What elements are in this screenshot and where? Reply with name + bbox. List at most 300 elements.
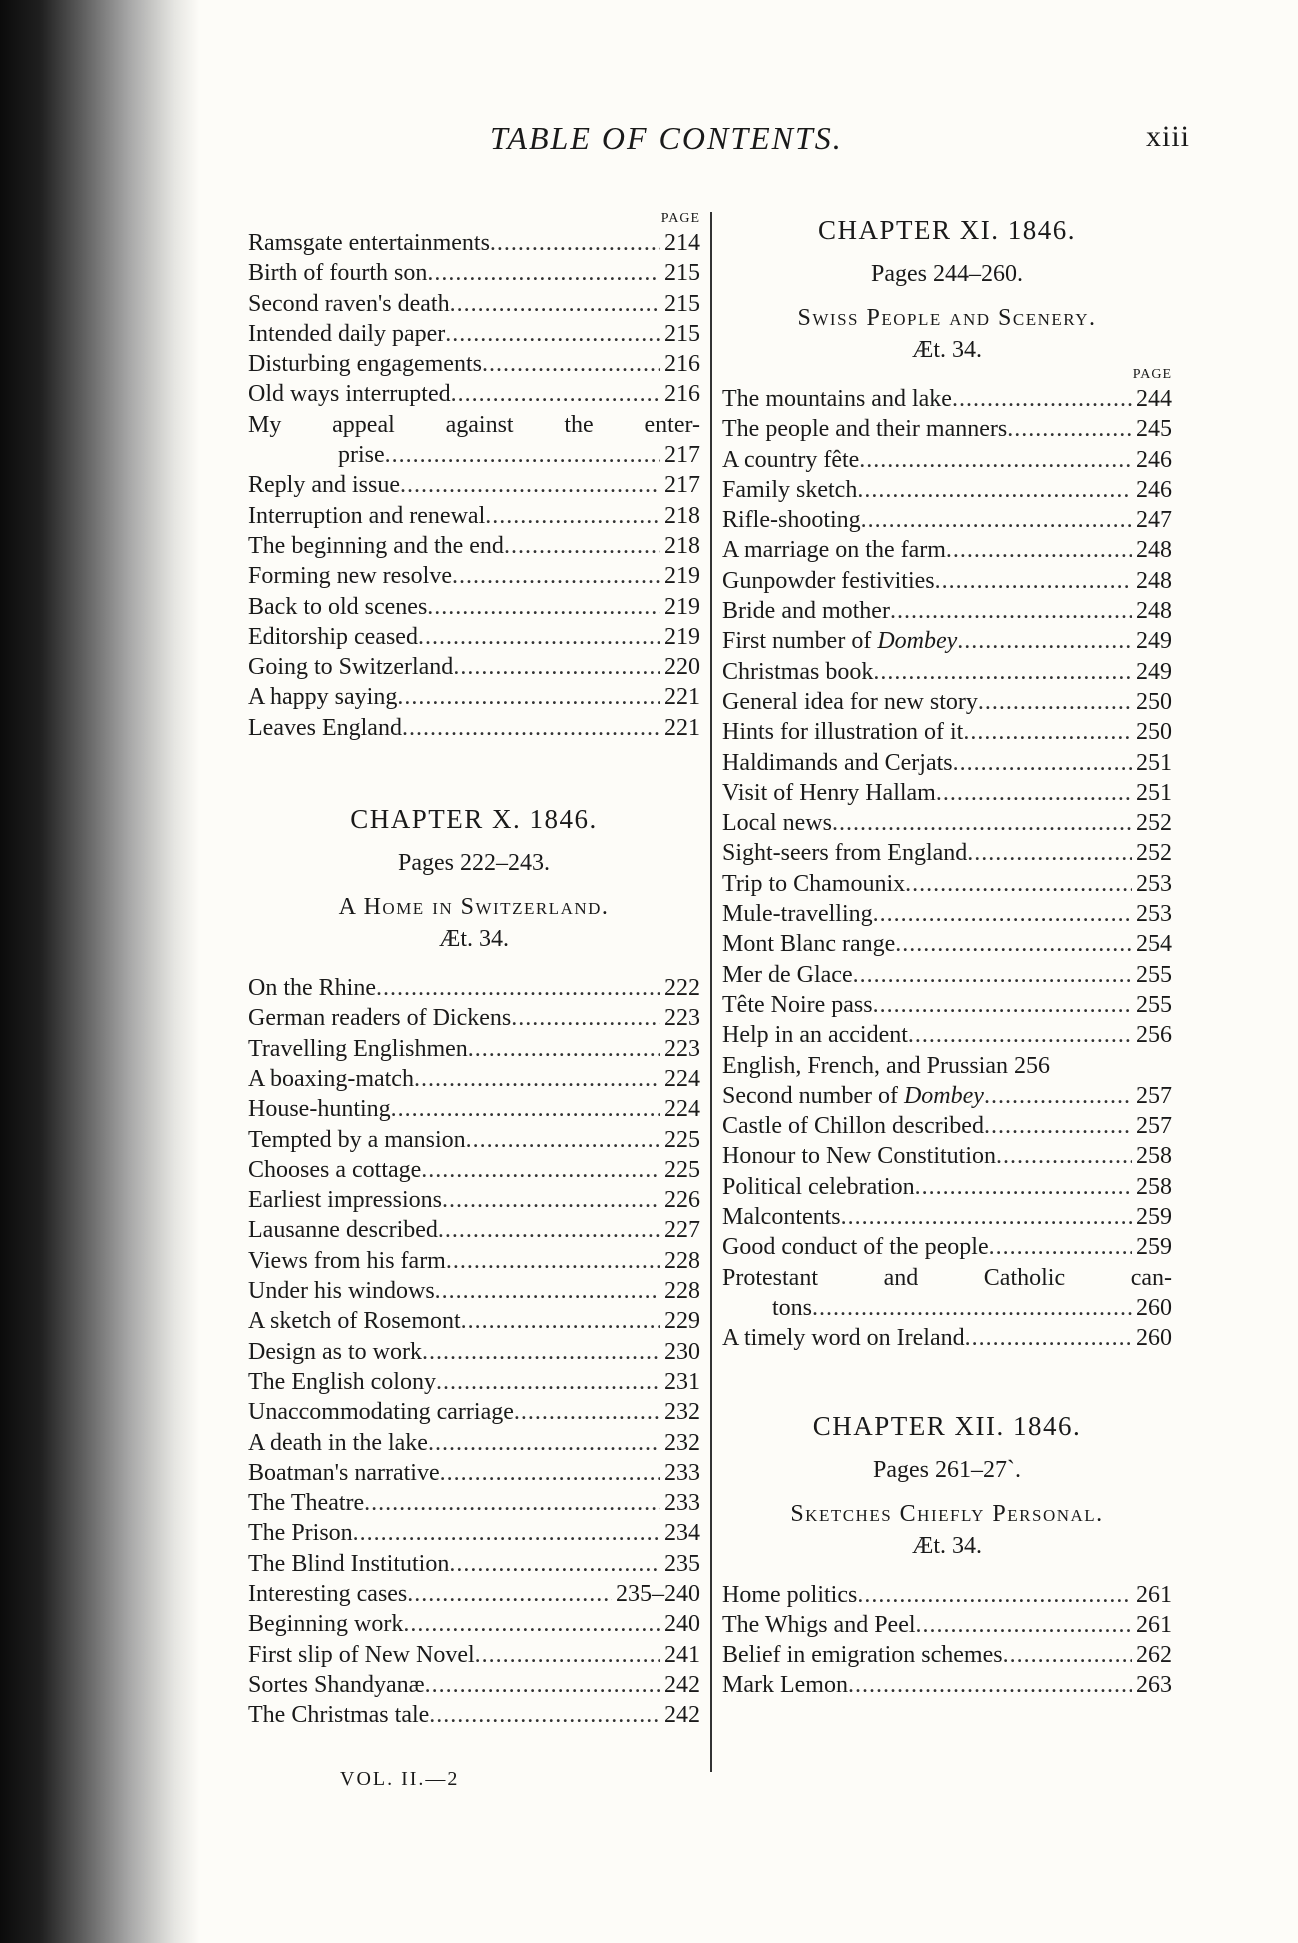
page-ref: 240: [664, 1611, 700, 1638]
page-ref: 259: [1136, 1234, 1172, 1261]
leader-dots: [450, 289, 660, 319]
page-ref: 225: [664, 1126, 700, 1153]
toc-entry-line: Protestant and Catholic can-: [722, 1264, 1172, 1291]
toc-entry: [248, 258, 700, 288]
leader-dots: [857, 475, 1132, 505]
entry-title: Old ways interrupted: [248, 381, 451, 408]
toc-entry-line: My appeal against the enter-: [248, 411, 700, 438]
page-ref: 224: [664, 1096, 700, 1123]
page-ref: 233: [664, 1459, 700, 1486]
chapter-age: Æt. 34.: [911, 337, 982, 363]
toc-entry: [248, 1003, 700, 1033]
entry-title: Honour to New Constitution: [722, 1143, 996, 1170]
entry-title: The Prison: [248, 1520, 353, 1547]
page-ref: 215: [664, 320, 700, 347]
page-ref: 255: [1136, 961, 1172, 988]
toc-entry: English, French, and Prussian 256: [722, 1051, 1172, 1081]
page-ref: 263: [1136, 1672, 1172, 1699]
toc-entry: tons ..... 260: [722, 1293, 1172, 1323]
toc-entry: [722, 778, 1172, 808]
page-ref: 221: [664, 714, 700, 741]
leader-dots: [364, 1488, 660, 1518]
page-ref: 248: [1136, 598, 1172, 625]
toc-entry: [722, 748, 1172, 778]
entry-title: A country fête: [722, 446, 860, 473]
chapter-subject: Swiss People and Scenery.: [797, 305, 1097, 331]
chapter-age: Æt. 34.: [438, 926, 509, 953]
entry-title: Sortes Shandyanæ: [248, 1671, 425, 1698]
page-ref: 214: [664, 230, 700, 256]
signature-mark: VOL. II.—2: [340, 1768, 460, 1790]
entry-title: First slip of New Novel: [248, 1641, 475, 1668]
page-ref: 230: [664, 1338, 700, 1365]
entry-title: A happy saying: [248, 684, 398, 711]
toc-entry: [722, 1670, 1172, 1700]
page-ref: 228: [664, 1247, 700, 1274]
entry-title: Disturbing engagements: [248, 351, 482, 378]
toc-entry: [248, 1276, 700, 1306]
entry-title: Family sketch: [722, 476, 858, 503]
page-ref: 253: [1136, 901, 1172, 928]
page-ref: 219: [664, 563, 700, 590]
entry-title: Political celebration: [722, 1173, 915, 1200]
page-ref: 246: [1136, 446, 1172, 473]
entry-title: Earliest impressions: [248, 1187, 442, 1214]
entry-title: The Theatre: [248, 1490, 365, 1517]
toc-entry: [722, 475, 1172, 505]
leader-dots: [967, 838, 1132, 868]
leader-dots: [425, 1670, 660, 1700]
entry-title: A sketch of Rosemont: [248, 1308, 461, 1335]
page-number: xiii: [1145, 120, 1190, 153]
chapter-subject: A Home in Switzerland.: [338, 894, 610, 921]
entry-title: German readers of Dickens: [248, 1005, 512, 1032]
toc-entry: [722, 899, 1172, 929]
page-ref: 262: [1136, 1642, 1172, 1669]
page-ref: 248: [1136, 537, 1172, 564]
entry-list: [248, 973, 700, 1730]
entry-title: Reply and issue: [248, 472, 400, 499]
leader-dots: [511, 1003, 660, 1033]
page-ref: 215: [664, 290, 700, 317]
leader-dots: [427, 592, 660, 622]
entry-title: The Whigs and Peel: [722, 1611, 916, 1638]
toc-entry: [722, 657, 1172, 687]
page-ref: 231: [664, 1368, 700, 1395]
entry-title: The Christmas tale: [248, 1702, 430, 1729]
leader-dots: [916, 1610, 1132, 1640]
toc-entry: [248, 319, 700, 349]
page-ref: 250: [1136, 719, 1172, 746]
leader-dots: [952, 384, 1132, 414]
right-column: [722, 210, 1172, 1701]
page-ref: 235: [664, 1550, 700, 1577]
entry-title: Editorship ceased: [248, 623, 418, 650]
leader-dots: [436, 1367, 660, 1397]
toc-entry: [248, 531, 700, 561]
leader-dots: [890, 596, 1132, 626]
leader-dots: [442, 1185, 660, 1215]
book-binding-shadow: [0, 0, 200, 1943]
page-ref: 232: [664, 1399, 700, 1426]
entry-title: Back to old scenes: [248, 593, 428, 620]
toc-entry: [722, 1580, 1172, 1610]
leader-dots: [953, 748, 1132, 778]
page-ref: 222: [664, 975, 700, 1002]
page-ref: 216: [664, 351, 700, 378]
entry-title: Hints for illustration of it: [722, 719, 964, 746]
leader-dots: [428, 1428, 660, 1458]
toc-entry: [248, 973, 700, 1003]
page-ref: 226: [664, 1187, 700, 1214]
page-ref: 257: [1136, 1082, 1172, 1109]
page-ref: 258: [1136, 1173, 1172, 1200]
page-ref: 252: [1136, 810, 1172, 837]
entry-title: The English colony: [248, 1368, 436, 1395]
toc-entry: [248, 1397, 700, 1427]
page-ref: 216: [664, 381, 700, 408]
leader-dots: [963, 717, 1132, 747]
leader-dots: [873, 657, 1132, 687]
entry-title: Sight-seers from England: [722, 840, 968, 867]
entry-title: Under his windows: [248, 1278, 435, 1305]
leader-dots: [435, 1276, 660, 1306]
entry-title: Local news: [722, 810, 832, 837]
page-ref: 218: [664, 532, 700, 559]
page-ref: 219: [664, 623, 700, 650]
toc-entry: [248, 1094, 700, 1124]
leader-dots: [429, 1700, 660, 1730]
leader-dots: [407, 1579, 612, 1609]
page-label: PAGE: [1132, 367, 1172, 382]
toc-entry: [722, 1172, 1172, 1202]
entry-title: Design as to work: [248, 1338, 422, 1365]
page-title: TABLE OF CONTENTS.: [490, 120, 843, 156]
page-ref: 255: [1136, 991, 1172, 1018]
toc-entry: [248, 1215, 700, 1245]
entry-title: House-hunting: [248, 1096, 391, 1123]
leader-dots: [504, 531, 660, 561]
page-ref: 246: [1136, 476, 1172, 503]
toc-entry: [248, 1549, 700, 1579]
page-ref: 217: [664, 472, 700, 499]
page-ref: 252: [1136, 840, 1172, 867]
toc-entry: [248, 501, 700, 531]
leader-dots: [859, 445, 1132, 475]
leader-dots: [873, 899, 1132, 929]
entry-title: Second raven's death: [248, 290, 450, 317]
chapter-heading: CHAPTER XI. 1846.: [817, 215, 1076, 245]
leader-dots: [438, 1215, 660, 1245]
toc-entry: [248, 1428, 700, 1458]
entry-title: Haldimands and Cerjats: [722, 749, 953, 776]
column-divider: [710, 212, 712, 1772]
leader-dots: [400, 470, 660, 500]
toc-entry: [248, 1609, 700, 1639]
leader-dots: [466, 1125, 660, 1155]
toc-entry: [722, 505, 1172, 535]
toc-entry: [248, 1125, 700, 1155]
page-ref: 223: [664, 1005, 700, 1032]
toc-entry: prise ..... 217: [248, 440, 700, 470]
entry-title: Rifle-shooting: [722, 507, 861, 534]
toc-entry: [248, 713, 700, 743]
leader-dots: [1003, 1640, 1132, 1670]
toc-entry: [722, 1111, 1172, 1141]
leader-dots: [461, 1306, 660, 1336]
toc-entry: [722, 808, 1172, 838]
page-ref: 247: [1136, 507, 1172, 534]
leader-dots: [873, 990, 1132, 1020]
toc-entry: [248, 470, 700, 500]
toc-entry: First number of Dombey ..... 249: [722, 626, 1172, 656]
toc-entry: [248, 1337, 700, 1367]
page-ref: 245: [1136, 416, 1172, 443]
leader-dots: [915, 1172, 1132, 1202]
leader-dots: [376, 973, 660, 1003]
toc-entry: [722, 929, 1172, 959]
toc-entry: [722, 535, 1172, 565]
toc-entry: [248, 652, 700, 682]
entry-title: Boatman's narrative: [248, 1459, 440, 1486]
page-ref: 251: [1136, 749, 1172, 776]
entry-title: General idea for new story: [722, 688, 978, 715]
entry-list: [722, 1580, 1172, 1701]
toc-entry: Second number of Dombey ..... 257: [722, 1081, 1172, 1111]
entry-title: Leaves England: [248, 714, 402, 741]
page-ref: 253: [1136, 870, 1172, 897]
page-ref: 228: [664, 1278, 700, 1305]
toc-entry: [248, 1185, 700, 1215]
leader-dots: [514, 1397, 660, 1427]
entry-list: [722, 1111, 1172, 1262]
toc-entry: [248, 1640, 700, 1670]
page-ref: 215: [664, 260, 700, 287]
entry-title: Mont Blanc range: [722, 931, 896, 958]
entry-title: Castle of Chillon described: [722, 1113, 984, 1140]
leader-dots: [984, 1111, 1132, 1141]
leader-dots: [841, 1202, 1132, 1232]
page-ref: 241: [664, 1641, 700, 1668]
toc-entry: [722, 717, 1172, 747]
leader-dots: [853, 960, 1132, 990]
page-ref: 259: [1136, 1204, 1172, 1231]
page-ref: 244: [1136, 386, 1172, 412]
entry-title: Tempted by a mansion: [248, 1126, 466, 1153]
page-ref: 217: [664, 442, 700, 469]
page-label: PAGE: [660, 211, 700, 226]
toc-entry: [722, 838, 1172, 868]
leader-dots: [936, 778, 1132, 808]
entry-title: A death in the lake: [248, 1429, 428, 1456]
page-ref: 225: [664, 1156, 700, 1183]
entry-title: A boaxing-match: [248, 1065, 414, 1092]
leader-dots: [445, 319, 660, 349]
leader-dots: [482, 349, 660, 379]
toc-entry: [248, 561, 700, 591]
entry-title: Beginning work: [248, 1611, 404, 1638]
toc-entry: [722, 1020, 1172, 1050]
entry-title: Tête Noire pass: [722, 991, 873, 1018]
page-ref: 249: [1136, 658, 1172, 685]
leader-dots: [414, 1064, 660, 1094]
leader-dots: [978, 687, 1132, 717]
toc-entry: [722, 1610, 1172, 1640]
entry-title: The people and their manners: [722, 416, 1008, 443]
leader-dots: [935, 566, 1132, 596]
chapter-heading: CHAPTER X. 1846.: [350, 804, 598, 835]
entry-list: [722, 384, 1172, 626]
toc-entry: [248, 1670, 700, 1700]
leader-dots: [353, 1518, 660, 1548]
toc-entry: [722, 990, 1172, 1020]
page-ref: 248: [1136, 567, 1172, 594]
entry-title: Ramsgate entertainments: [248, 230, 490, 256]
toc-entry: [248, 682, 700, 712]
toc-entry: [248, 228, 700, 258]
page-ref: 254: [1136, 931, 1172, 958]
toc-entry: [722, 869, 1172, 899]
page-ref: 260: [1136, 1325, 1172, 1352]
toc-entry: [248, 1064, 700, 1094]
leader-dots: [427, 258, 660, 288]
leader-dots: [391, 1094, 660, 1124]
leader-dots: [403, 1609, 660, 1639]
entry-title: Forming new resolve: [248, 563, 452, 590]
entry-title: Views from his farm: [248, 1247, 446, 1274]
leader-dots: [908, 1020, 1132, 1050]
toc-entry: [722, 566, 1172, 596]
leader-dots: [402, 713, 660, 743]
entry-title: Christmas book: [722, 658, 874, 685]
leader-dots: [857, 1580, 1132, 1610]
page-ref: 256: [1136, 1022, 1172, 1049]
entry-title: Malcontents: [722, 1204, 841, 1231]
page-ref: 260: [1136, 1294, 1172, 1321]
entry-title: Good conduct of the people: [722, 1234, 989, 1261]
leader-dots: [475, 1640, 660, 1670]
page-ref: 242: [664, 1671, 700, 1698]
entry-list: [248, 470, 700, 743]
toc-entry: [248, 1579, 700, 1609]
entry-title: Lausanne described: [248, 1217, 438, 1244]
toc-entry: [248, 1518, 700, 1548]
entry-title: Mer de Glace: [722, 961, 853, 988]
page-ref: 229: [664, 1308, 700, 1335]
toc-entry: [248, 592, 700, 622]
page-ref: 257: [1136, 1113, 1172, 1140]
toc-entry: [248, 1155, 700, 1185]
entry-title: Birth of fourth son: [248, 260, 428, 287]
leader-dots: [490, 228, 660, 258]
page-ref: 258: [1136, 1143, 1172, 1170]
page-ref: 249: [1136, 628, 1172, 655]
toc-entry: [248, 1488, 700, 1518]
toc-entry: [722, 414, 1172, 444]
chapter-pages: Pages 222–243.: [398, 850, 550, 877]
entry-title: A marriage on the farm: [722, 537, 946, 564]
entry-title: Travelling Englishmen: [248, 1035, 468, 1062]
toc-entry: A timely word on Ireland ..... 260: [722, 1323, 1172, 1353]
entry-title: Visit of Henry Hallam: [722, 779, 936, 806]
toc-entry: [722, 596, 1172, 626]
entry-title: Interruption and renewal: [248, 502, 486, 529]
leader-dots: [905, 869, 1132, 899]
toc-entry: [248, 289, 700, 319]
running-head: [490, 120, 1190, 160]
entry-title: Interesting cases: [248, 1580, 408, 1607]
leader-dots: [996, 1141, 1132, 1171]
leader-dots: [1007, 414, 1132, 444]
toc-entry: [722, 1232, 1172, 1262]
toc-entry: [248, 1034, 700, 1064]
leader-dots: [440, 1458, 660, 1488]
page-ref: 220: [664, 654, 700, 681]
entry-title: Intended daily paper: [248, 320, 446, 347]
toc-entry: [722, 384, 1172, 414]
entry-title: Bride and mother: [722, 598, 890, 625]
page-ref: 233: [664, 1490, 700, 1517]
page-ref: 261: [1136, 1581, 1172, 1608]
toc-entry: [248, 622, 700, 652]
page-ref: 219: [664, 593, 700, 620]
page-ref: 261: [1136, 1611, 1172, 1638]
entry-title: Chooses a cottage: [248, 1156, 422, 1183]
toc-entry: [248, 1458, 700, 1488]
page-ref: 223: [664, 1035, 700, 1062]
entry-title: Trip to Chamounix: [722, 870, 906, 897]
entry-title: Gunpowder festivities: [722, 567, 935, 594]
toc-entry: [248, 1700, 700, 1730]
page-ref: 250: [1136, 688, 1172, 715]
leader-dots: [418, 622, 660, 652]
leader-dots: [832, 808, 1132, 838]
leader-dots: [861, 505, 1132, 535]
leader-dots: [895, 929, 1132, 959]
toc-entry: [722, 1141, 1172, 1171]
toc-entry: [248, 379, 700, 409]
toc-entry: [248, 349, 700, 379]
leader-dots: [485, 501, 660, 531]
page-ref: 227: [664, 1217, 700, 1244]
leader-dots: [848, 1670, 1132, 1700]
leader-dots: [451, 379, 660, 409]
entry-list: [722, 657, 1172, 1051]
toc-entry: [722, 1202, 1172, 1232]
entry-title: Mule-travelling: [722, 901, 873, 928]
entry-title: The Blind Institution: [248, 1550, 450, 1577]
entry-title: Help in an accident: [722, 1022, 908, 1049]
page-ref: 242: [664, 1702, 700, 1729]
leader-dots: [946, 535, 1132, 565]
page-ref: 251: [1136, 779, 1172, 806]
leader-dots: [397, 682, 660, 712]
toc-entry: [248, 1306, 700, 1336]
page-ref: 256: [1013, 1052, 1050, 1079]
toc-entry: [722, 1640, 1172, 1670]
entry-title: Mark Lemon: [722, 1672, 848, 1699]
leader-dots: [421, 1155, 660, 1185]
page-ref: 232: [664, 1429, 700, 1456]
entry-list: [248, 228, 700, 410]
chapter-heading: CHAPTER XII. 1846.: [812, 1410, 1082, 1441]
chapter-age: Æt. 34.: [911, 1532, 982, 1559]
toc-entry: [722, 445, 1172, 475]
toc-entry: [722, 960, 1172, 990]
entry-title: Going to Switzerland: [248, 654, 454, 681]
chapter-subject: Sketches Chiefly Personal.: [790, 1500, 1104, 1527]
leader-dots: [989, 1232, 1132, 1262]
